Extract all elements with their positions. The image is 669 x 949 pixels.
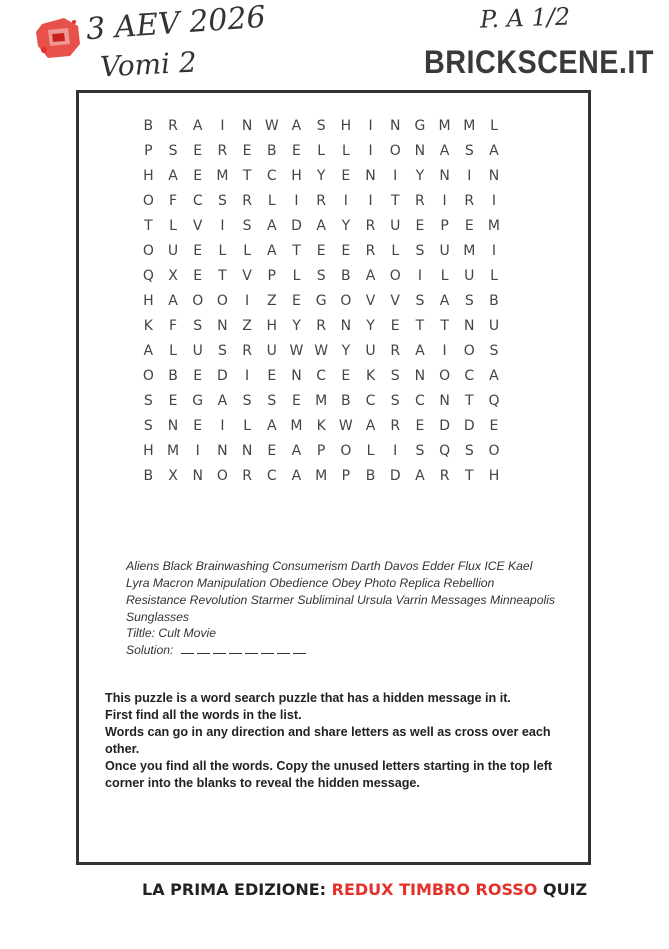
grid-letter: S <box>217 343 227 359</box>
grid-letter: Q <box>142 268 154 284</box>
grid-letter: G <box>192 393 204 409</box>
grid-letter: B <box>143 468 154 484</box>
grid-letter: E <box>193 418 203 434</box>
solution-line <box>126 643 309 657</box>
grid-letter: I <box>368 118 373 134</box>
grid-letter: N <box>365 168 376 184</box>
grid-letter: I <box>442 343 447 359</box>
grid-letter: Z <box>266 293 277 309</box>
grid-letter: N <box>439 393 450 409</box>
grid-letter: D <box>439 418 450 434</box>
grid-letter: L <box>169 343 177 359</box>
grid-letter: H <box>291 168 302 184</box>
grid-letter: B <box>489 293 499 309</box>
grid-letter: Y <box>341 343 351 359</box>
grid-letter: H <box>143 293 154 309</box>
grid-letter: V <box>192 218 203 234</box>
grid-letter: W <box>289 343 304 359</box>
grid-letter: A <box>192 118 203 134</box>
grid-letter: W <box>314 343 329 359</box>
grid-letter: S <box>143 418 153 434</box>
grid-letter: I <box>220 118 225 134</box>
grid-letter: K <box>365 368 376 384</box>
grid-letter: E <box>341 368 351 384</box>
grid-letter: R <box>242 193 252 209</box>
grid-letter: E <box>292 143 301 159</box>
solution-blank <box>181 643 194 654</box>
grid-letter: U <box>464 268 475 284</box>
grid-letter: E <box>168 393 178 409</box>
instruction-line: Once you find all the words. Copy the unused letters starting in the top left corner into the blanks to reveal the hidden message. <box>105 759 553 790</box>
grid-letter: I <box>245 293 250 309</box>
grid-letter: R <box>390 418 401 434</box>
grid-letter: B <box>341 268 351 284</box>
grid-letter: H <box>266 318 278 334</box>
grid-letter: B <box>341 393 351 409</box>
instruction-line: This puzzle is a word search puzzle that has a hidden message in it. <box>105 691 511 705</box>
grid-letter: I <box>491 193 497 209</box>
grid-letter: I <box>195 443 200 459</box>
grid-row <box>136 139 506 164</box>
grid-letter: A <box>365 418 376 434</box>
grid-letter: I <box>491 243 497 259</box>
grid-letter: P <box>144 143 153 159</box>
grid-letter: K <box>316 418 326 434</box>
grid-letter: C <box>316 368 327 384</box>
grid-letter: C <box>415 393 425 409</box>
grid-letter: M <box>438 118 451 134</box>
solution-blanks <box>181 643 309 657</box>
grid-letter: O <box>142 193 154 209</box>
solution-blank <box>261 643 274 654</box>
grid-letter: T <box>218 268 227 284</box>
grid-row <box>136 439 506 464</box>
grid-letter: P <box>341 468 351 484</box>
grid-row <box>136 464 506 489</box>
grid-letter: M <box>290 418 303 434</box>
grid-letter: E <box>489 418 499 434</box>
grid-letter: R <box>365 243 376 259</box>
grid-letter: A <box>266 418 277 434</box>
grid-letter: L <box>490 268 498 284</box>
grid-letter: O <box>463 343 475 359</box>
grid-letter: S <box>168 143 178 159</box>
grid-letter: O <box>340 443 352 459</box>
word-list: Aliens Black Brainwashing Consumerism Darth Davos Edder Flux ICE Kael Lyra Macron Manipulation Obedience Obey Photo Replica Rebellion Resistance Revolution Starmer Subliminal Ursula Varrin Messages Minneapolis Sunglasses <box>126 559 556 624</box>
grid-letter: M <box>463 243 476 259</box>
grid-letter: F <box>169 318 178 334</box>
grid-letter: S <box>242 218 252 234</box>
grid-letter: A <box>266 218 277 234</box>
grid-letter: I <box>442 193 447 209</box>
grid-letter: V <box>390 293 400 309</box>
grid-row <box>136 239 506 264</box>
grid-letter: K <box>143 318 153 334</box>
solution-blank <box>277 643 290 654</box>
grid-letter: A <box>365 268 376 284</box>
grid-letter: A <box>217 393 228 409</box>
grid-letter: N <box>217 318 228 334</box>
grid-letter: U <box>365 343 376 359</box>
grid-letter: O <box>488 443 500 459</box>
solution-blank <box>213 643 226 654</box>
grid-letter: R <box>415 193 425 209</box>
grid-letter: P <box>316 443 326 459</box>
grid-letter: Y <box>316 168 326 184</box>
grid-letter: C <box>192 193 203 209</box>
grid-letter: A <box>439 293 450 309</box>
grid-letter: L <box>440 268 449 284</box>
grid-row <box>136 314 506 339</box>
grid-letter: S <box>217 193 227 209</box>
grid-letter: X <box>168 468 178 484</box>
grid-letter: T <box>415 318 425 334</box>
grid-letter: N <box>192 468 203 484</box>
grid-letter: N <box>439 168 450 184</box>
solution-blank <box>245 643 258 654</box>
grid-letter: T <box>440 318 449 334</box>
grid-letter: O <box>216 468 228 484</box>
grid-letter: I <box>393 443 398 459</box>
grid-letter: L <box>169 218 177 234</box>
grid-letter: Z <box>242 318 252 334</box>
grid-letter: E <box>193 168 203 184</box>
grid-letter: N <box>167 418 179 434</box>
grid-row <box>136 264 506 289</box>
grid-letter: W <box>264 118 279 134</box>
grid-letter: E <box>193 268 203 284</box>
grid-letter: I <box>220 418 225 434</box>
grid-letter: O <box>389 143 401 159</box>
grid-letter: T <box>390 193 400 209</box>
grid-letter: W <box>338 418 353 434</box>
grid-letter: S <box>464 293 474 309</box>
grid-letter: C <box>464 368 475 384</box>
grid-letter: E <box>292 293 301 309</box>
grid-letter: R <box>217 143 228 159</box>
grid-letter: T <box>465 468 474 484</box>
grid-letter: A <box>415 343 425 359</box>
grid-letter: H <box>340 118 352 134</box>
grid-letter: Y <box>341 218 351 234</box>
grid-row <box>136 339 506 364</box>
grid-letter: A <box>266 243 277 259</box>
handwritten-page-number: P. A 1/2 <box>479 2 571 34</box>
grid-letter: H <box>143 168 154 184</box>
grid-letter: S <box>489 343 499 359</box>
grid-letter: E <box>193 243 203 259</box>
grid-letter: B <box>266 143 277 159</box>
word-search-grid <box>136 114 506 489</box>
grid-letter: D <box>463 418 475 434</box>
grid-letter: S <box>415 243 425 259</box>
grid-letter: U <box>390 218 401 234</box>
grid-letter: L <box>218 243 227 259</box>
grid-letter: E <box>341 168 351 184</box>
grid-letter: I <box>417 268 422 284</box>
grid-letter: N <box>340 318 352 334</box>
grid-letter: N <box>291 368 302 384</box>
grid-letter: E <box>415 218 425 234</box>
grid-letter: L <box>243 418 251 434</box>
grid-letter: E <box>292 393 301 409</box>
solution-blank <box>229 643 242 654</box>
grid-letter: O <box>439 368 451 384</box>
grid-letter: C <box>266 168 277 184</box>
grid-letter: E <box>267 368 277 384</box>
grid-letter: I <box>245 368 250 384</box>
grid-letter: N <box>414 143 426 159</box>
grid-row <box>136 114 506 139</box>
grid-letter: T <box>242 168 252 184</box>
grid-letter: A <box>168 293 178 309</box>
grid-letter: A <box>291 118 302 134</box>
grid-letter: A <box>489 368 499 384</box>
grid-letter: R <box>168 118 178 134</box>
grid-letter: M <box>315 393 328 409</box>
grid-letter: T <box>144 218 153 234</box>
grid-row <box>136 364 506 389</box>
grid-letter: N <box>217 443 228 459</box>
grid-letter: O <box>142 243 154 259</box>
grid-letter: U <box>167 243 179 259</box>
grid-letter: I <box>467 168 472 184</box>
grid-letter: A <box>439 143 450 159</box>
grid-letter: O <box>142 368 154 384</box>
grid-letter: M <box>487 218 501 234</box>
grid-letter: R <box>316 193 327 209</box>
grid-letter: I <box>368 193 373 209</box>
grid-letter: S <box>464 143 474 159</box>
grid-letter: S <box>415 293 425 309</box>
grid-letter: P <box>440 218 449 234</box>
grid-letter: L <box>267 193 276 209</box>
grid-letter: D <box>291 218 302 234</box>
grid-letter: O <box>389 268 401 284</box>
grid-row <box>136 414 506 439</box>
grid-letter: S <box>316 118 326 134</box>
solution-blank <box>197 643 210 654</box>
grid-letter: D <box>389 468 401 484</box>
grid-letter: E <box>316 243 326 259</box>
grid-row <box>136 289 506 314</box>
grid-letter: L <box>292 268 301 284</box>
grid-letter: O <box>192 293 204 309</box>
grid-letter: I <box>220 218 225 234</box>
grid-letter: B <box>365 468 376 484</box>
grid-row <box>136 214 506 239</box>
grid-letter: R <box>365 218 376 234</box>
grid-letter: M <box>166 443 180 459</box>
grid-letter: L <box>243 243 251 259</box>
grid-letter: G <box>414 118 426 134</box>
grid-letter: E <box>267 443 277 459</box>
grid-letter: O <box>340 293 352 309</box>
grid-letter: U <box>439 243 450 259</box>
puzzle-title: Tiltle: Cult Movie <box>126 626 216 640</box>
grid-letter: N <box>389 118 401 134</box>
grid-row <box>136 164 506 189</box>
grid-letter: S <box>242 393 252 409</box>
grid-letter: A <box>291 443 302 459</box>
footer-caption <box>142 880 587 899</box>
grid-letter: I <box>294 193 299 209</box>
footer-part-3: QUIZ <box>542 880 588 899</box>
grid-letter: S <box>267 393 277 409</box>
grid-letter: S <box>464 443 474 459</box>
grid-letter: Q <box>488 393 500 409</box>
grid-letter: C <box>365 393 376 409</box>
grid-letter: R <box>316 318 327 334</box>
grid-letter: A <box>143 343 154 359</box>
grid-letter: E <box>193 368 203 384</box>
grid-row <box>136 389 506 414</box>
grid-letter: R <box>242 343 252 359</box>
grid-letter: N <box>488 168 500 184</box>
grid-letter: E <box>341 243 351 259</box>
grid-letter: A <box>168 168 178 184</box>
grid-letter: A <box>291 468 302 484</box>
grid-letter: U <box>192 343 203 359</box>
grid-letter: H <box>488 468 500 484</box>
grid-letter: B <box>168 368 178 384</box>
grid-letter: C <box>266 468 277 484</box>
grid-letter: N <box>464 318 475 334</box>
grid-letter: S <box>143 393 153 409</box>
grid-letter: G <box>315 293 327 309</box>
grid-letter: Y <box>292 318 301 334</box>
grid-letter: R <box>464 193 475 209</box>
grid-letter: U <box>488 318 500 334</box>
grid-letter: L <box>317 143 326 159</box>
grid-letter: D <box>217 368 228 384</box>
solution-blank <box>293 643 306 654</box>
grid-letter: L <box>490 118 498 134</box>
grid-letter: L <box>366 443 375 459</box>
red-stamp-icon <box>34 14 82 60</box>
grid-letter: E <box>415 418 425 434</box>
grid-letter: N <box>241 443 253 459</box>
grid-letter: A <box>415 468 425 484</box>
grid-letter: V <box>365 293 376 309</box>
grid-letter: P <box>267 268 276 284</box>
grid-letter: S <box>390 368 400 384</box>
grid-letter: M <box>463 118 476 134</box>
grid-letter: E <box>193 143 203 159</box>
grid-letter: S <box>193 318 203 334</box>
grid-letter: I <box>343 193 348 209</box>
grid-letter: S <box>390 393 400 409</box>
instructions <box>105 690 575 792</box>
grid-letter: S <box>316 268 326 284</box>
grid-letter: F <box>169 193 178 209</box>
grid-letter: E <box>464 218 474 234</box>
brand-logo-text: BRICKSCENE.IT <box>424 44 654 80</box>
grid-letter: B <box>143 118 154 134</box>
grid-letter: V <box>242 268 252 284</box>
handwritten-date: 3 AEV 2026 <box>84 0 267 48</box>
grid-letter: R <box>439 468 450 484</box>
grid-letter: U <box>266 343 277 359</box>
grid-letter: N <box>241 118 253 134</box>
grid-letter: I <box>393 168 398 184</box>
grid-letter: L <box>391 243 400 259</box>
footer-part-1: LA PRIMA EDIZIONE: <box>142 880 327 899</box>
grid-letter: A <box>316 218 326 234</box>
handwritten-name: Vomi 2 <box>99 45 198 84</box>
grid-letter: I <box>368 143 373 159</box>
grid-letter: Q <box>439 443 451 459</box>
grid-letter: R <box>242 468 252 484</box>
grid-letter: H <box>143 443 154 459</box>
footer-part-2: REDUX TIMBRO ROSSO <box>331 880 538 899</box>
instruction-line: Words can go in any direction and share letters as well as cross over each other. <box>105 725 551 756</box>
grid-letter: L <box>341 143 350 159</box>
instruction-line: First find all the words in the list. <box>105 708 302 722</box>
grid-letter: M <box>216 168 229 184</box>
grid-letter: T <box>465 393 474 409</box>
grid-letter: E <box>242 143 252 159</box>
grid-letter: T <box>292 243 301 259</box>
grid-letter: O <box>216 293 228 309</box>
grid-letter: R <box>390 343 401 359</box>
grid-row <box>136 189 506 214</box>
grid-letter: S <box>415 443 425 459</box>
grid-letter: X <box>168 268 178 284</box>
grid-letter: N <box>414 368 426 384</box>
grid-letter: Y <box>366 318 375 334</box>
grid-letter: M <box>315 468 328 484</box>
solution-label: Solution: <box>126 643 174 657</box>
grid-letter: Y <box>415 168 425 184</box>
grid-letter: E <box>390 318 400 334</box>
grid-letter: A <box>489 143 499 159</box>
